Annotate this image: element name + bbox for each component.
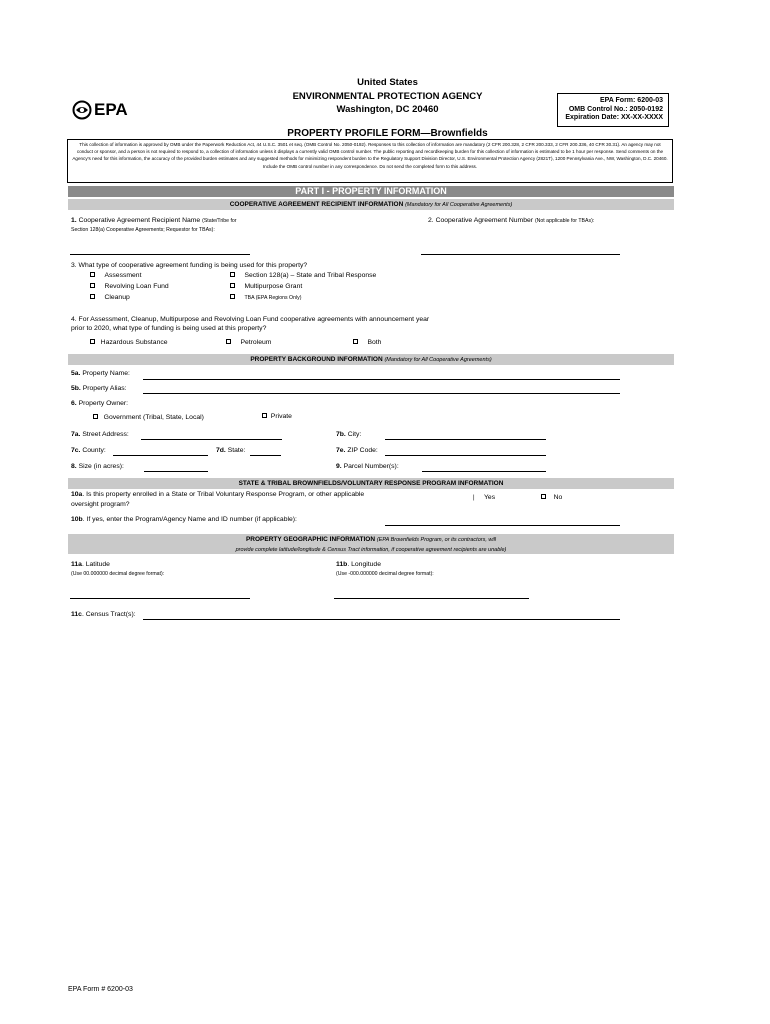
checkbox[interactable] <box>90 283 95 288</box>
background-section-header <box>68 354 674 365</box>
county-field[interactable] <box>113 455 208 456</box>
q7b-label <box>336 431 361 439</box>
background-section-note: (Mandatory for All Cooperative Agreements) <box>384 357 492 363</box>
geo-section-note-cont: provide complete latitude/longitude & Census Tract information, if cooperative agreement recipients are unable) <box>235 547 507 553</box>
q3-option-tba[interactable] <box>230 294 301 302</box>
q2-number: 2. <box>428 217 434 224</box>
q5b-number: 5b. <box>71 385 81 392</box>
background-section-title: PROPERTY BACKGROUND INFORMATION <box>250 356 383 363</box>
part1-header: PART I - PROPERTY INFORMATION <box>68 186 674 197</box>
q7a-number: 7a. <box>71 431 81 438</box>
form-title: PROPERTY PROFILE FORM—Brownfields <box>287 128 488 139</box>
q8-label <box>71 463 124 471</box>
q7a-label <box>71 431 129 439</box>
q7a-text: Street Address: <box>82 431 129 438</box>
q7d-text: State: <box>227 447 246 454</box>
geo-section-title: PROPERTY GEOGRAPHIC INFORMATION <box>245 536 376 543</box>
q3-option-128a[interactable] <box>230 272 376 280</box>
q11c-number: 11c <box>71 611 82 618</box>
q5a-label <box>71 370 130 378</box>
q1-number: 1. <box>71 217 77 224</box>
q6-label <box>71 400 128 408</box>
q11b-note: (Use -000.000000 decimal degree format): <box>336 571 434 577</box>
checkbox[interactable] <box>93 414 98 419</box>
coop-section-title: COOPERATIVE AGREEMENT RECIPIENT INFORMATION <box>229 201 404 208</box>
checkbox[interactable] <box>226 339 231 344</box>
q1-note: (State/Tribe for <box>202 218 237 224</box>
program-agency-field[interactable] <box>385 525 620 526</box>
size-acres-field[interactable] <box>144 471 208 472</box>
q5a-text: Property Name: <box>82 370 130 377</box>
option-label: Cleanup <box>104 294 130 301</box>
q8-text: Size (in acres): <box>78 463 124 470</box>
q11a-note: (Use 00.000000 decimal degree format): <box>71 571 165 577</box>
q7e-number: 7e. <box>336 447 346 454</box>
q5a-number: 5a. <box>71 370 81 377</box>
q6-option-private[interactable] <box>262 413 292 421</box>
option-label: Revolving Loan Fund <box>104 283 169 290</box>
q4-label-line2: prior to 2020, what type of funding is being used at this property? <box>71 325 267 332</box>
q2-label <box>428 217 594 225</box>
q9-label <box>336 463 399 471</box>
agency-country: United States <box>357 77 418 88</box>
q1-note-cont: Section 128(a) Cooperative Agreements; Requestor for TBAs): <box>71 227 215 233</box>
epa-flower-icon <box>72 100 92 120</box>
q4-option-both[interactable] <box>353 339 381 347</box>
q5b-text: Property Alias: <box>82 385 127 392</box>
q10a-number: 10a <box>71 491 83 498</box>
q11c-text: . Census Tract(s): <box>81 611 136 618</box>
q3-option-cleanup[interactable] <box>90 294 130 302</box>
geo-section-note: (EPA Brownfields Program, or its contractors, will <box>376 537 497 543</box>
epa-logo <box>72 100 128 120</box>
zip-code-field[interactable] <box>385 455 546 456</box>
q6-option-government[interactable] <box>93 414 204 422</box>
q10b-label <box>71 516 297 524</box>
omb-box <box>557 93 669 127</box>
q7c-label <box>71 447 106 455</box>
q4-label-line1: 4. For Assessment, Cleanup, Multipurpose and Revolving Loan Fund cooperative agreements with announcement year <box>71 316 430 323</box>
q11a-label <box>71 561 110 569</box>
city-field[interactable] <box>385 439 546 440</box>
q8-number: 8. <box>71 463 77 470</box>
q10a-text: . Is this property enrolled in a State or Tribal Voluntary Response Program, or other applicable <box>82 491 365 498</box>
q11b-number: 11b <box>336 561 348 568</box>
q9-text: Parcel Number(s): <box>343 463 399 470</box>
option-label: Assessment <box>104 272 142 279</box>
agency-address: Washington, DC 20460 <box>336 104 439 115</box>
checkbox[interactable] <box>353 339 358 344</box>
checkbox[interactable] <box>230 272 235 277</box>
q1-text: Cooperative Agreement Recipient Name <box>78 217 201 224</box>
q2-input-line[interactable] <box>421 254 620 255</box>
longitude-field[interactable] <box>334 598 529 599</box>
q3-option-assessment[interactable] <box>90 272 141 280</box>
q7b-number: 7b. <box>336 431 346 438</box>
q4-option-petroleum[interactable] <box>226 339 271 347</box>
q10a-option-yes[interactable] <box>473 494 495 502</box>
q7b-text: City: <box>347 431 362 438</box>
q5b-label <box>71 385 127 393</box>
q11a-text: . Latitude <box>81 561 110 568</box>
option-label: Petroleum <box>240 339 272 346</box>
q10a-option-no[interactable] <box>541 494 562 502</box>
checkbox[interactable] <box>90 294 95 299</box>
q6-number: 6. <box>71 400 77 407</box>
checkbox[interactable] <box>262 413 267 418</box>
q2-note: (Not applicable for TBAs): <box>534 218 595 224</box>
q9-number: 9. <box>336 463 342 470</box>
checkbox[interactable] <box>230 294 235 299</box>
q7c-text: County: <box>82 447 106 454</box>
option-label: Yes <box>484 494 496 501</box>
q10b-text: . If yes, enter the Program/Agency Name and ID number (if applicable): <box>82 516 297 523</box>
paperwork-notice: This collection of information is approved by OMB under the Paperwork Reduction Act, 44 U.S.C. 3501 et seq. (OMB Control No. 2050-0192). Responses to this collection of information are mandatory (2 CFR 200.328, 2 CFR 200.333, 2 CFR 200.336, 40 CFR 30.31). An agency may not conduct or sponsor, and a person is not required to respond to, a collection of information unless it displays a currently valid OMB control number. The public reporting and recordkeeping burden for this collection of information is estimated to be 1 hour per response. Send comments on the Agency's need for this information, the accuracy of the provided burden estimates and any suggested methods for minimizing respondent burden to the Regulatory Support Division Director, U.S. Environmental Protection Agency (2821T), 1200 Pennsylvania Ave., NW, Washington, D.C. 20460. Include the OMB control number in any correspondence. Do not send the completed form to this address. <box>67 139 673 183</box>
omb-form-number: EPA Form: 6200-03 <box>599 97 663 104</box>
radio-mark[interactable]: | <box>473 495 475 501</box>
census-tract-field[interactable] <box>143 619 620 620</box>
q11b-text: . Longitude <box>347 561 381 568</box>
q1-input-line[interactable] <box>70 254 250 255</box>
checkbox[interactable] <box>230 283 235 288</box>
q4-option-hazardous[interactable] <box>90 339 168 347</box>
omb-control-number: OMB Control No.: 2050-0192 <box>568 105 663 113</box>
q6-text: Property Owner: <box>78 400 129 407</box>
q7c-number: 7c. <box>71 447 81 454</box>
footer-form-number: EPA Form # 6200-03 <box>68 986 133 993</box>
option-label: No <box>553 494 563 501</box>
property-alias-field[interactable] <box>143 393 620 394</box>
parcel-number-field[interactable] <box>422 471 546 472</box>
q7d-label <box>216 447 245 455</box>
q2-text: Cooperative Agreement Number <box>435 217 534 224</box>
logo-text: EPA <box>94 100 128 119</box>
option-label: TBA (EPA Regions Only) <box>244 295 302 301</box>
option-label: Section 128(a) – State and Tribal Response <box>244 272 377 279</box>
q10a-label <box>71 491 364 499</box>
q3-option-rlf[interactable] <box>90 283 169 291</box>
option-label: Government (Tribal, State, Local) <box>103 414 204 421</box>
coop-section-note: (Mandatory for All Cooperative Agreements) <box>405 202 513 208</box>
vrp-section-header: STATE & TRIBAL BROWNFIELDS/VOLUNTARY RESPONSE PROGRAM INFORMATION <box>68 478 674 489</box>
omb-expiration: Expiration Date: XX-XX-XXXX <box>565 114 663 122</box>
option-label: Hazardous Substance <box>100 339 168 346</box>
q3-option-multipurpose[interactable] <box>230 283 302 291</box>
q10a-label-line2: oversight program? <box>71 501 130 508</box>
option-label: Multipurpose Grant <box>244 283 303 290</box>
latitude-field[interactable] <box>70 598 250 599</box>
q7d-number: 7d. <box>216 447 226 454</box>
q11c-label <box>71 611 136 619</box>
street-address-field[interactable] <box>141 439 282 440</box>
q3-label: 3. What type of cooperative agreement funding is being used for this property? <box>71 262 308 269</box>
q11b-label <box>336 561 381 569</box>
geo-section-header <box>68 534 674 554</box>
q7e-text: ZIP Code: <box>347 447 378 454</box>
agency-name: ENVIRONMENTAL PROTECTION AGENCY <box>292 91 483 102</box>
checkbox[interactable] <box>90 272 95 277</box>
option-label: Private <box>270 413 292 420</box>
q10b-number: 10b <box>71 516 83 523</box>
checkbox[interactable] <box>90 339 95 344</box>
property-name-field[interactable] <box>143 379 620 380</box>
q11a-number: 11a <box>71 561 82 568</box>
q1-label <box>71 217 237 225</box>
coop-section-header <box>68 199 674 210</box>
state-field[interactable] <box>250 455 281 456</box>
option-label: Both <box>367 339 382 346</box>
q7e-label <box>336 447 378 455</box>
checkbox[interactable] <box>541 494 546 499</box>
